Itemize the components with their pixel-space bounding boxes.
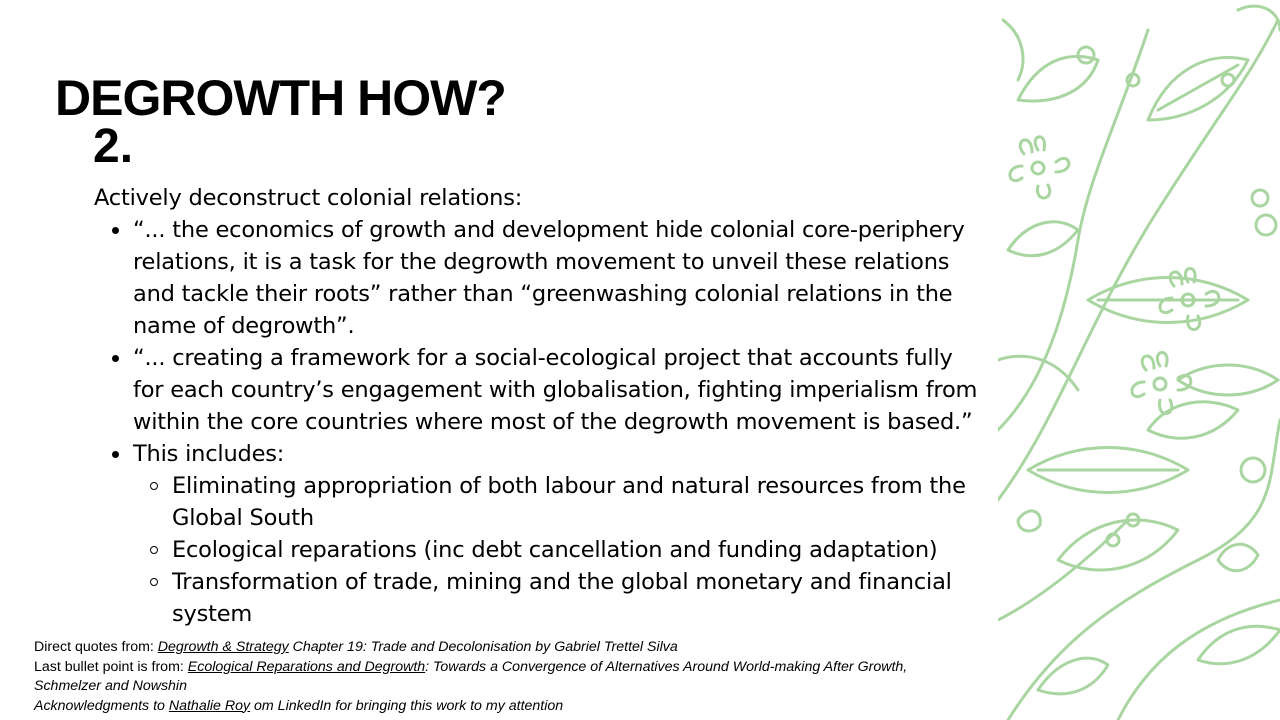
ack-suffix: om LinkedIn for bringing this work to my attention: [250, 697, 564, 714]
sub-bullet-list: [133, 470, 984, 630]
sub-bullet-item: Transformation of trade, mining and the global monetary and financial system: [172, 566, 984, 630]
intro-text: Actively deconstruct colonial relations:: [94, 185, 523, 211]
citation-authors: Schmelzer and Nowshin: [34, 678, 187, 694]
bullet-item: “... the economics of growth and development hide colonial core-periphery relations, it is a task for the degrowth movement to unveil these relations and tackle their roots” rather than “greenwashing colonial relations in the name of degrowth”.: [133, 214, 984, 342]
sub-bullet-item: Eliminating appropriation of both labour and natural resources from the Global South: [172, 470, 984, 534]
bullet-text: This includes:: [133, 441, 285, 467]
ack-prefix: Acknowledgments to: [34, 697, 169, 714]
floral-line-art-icon: [998, 0, 1280, 720]
citations-footer: [34, 638, 1004, 716]
degrowth-strategy-link[interactable]: Degrowth & Strategy: [157, 639, 289, 655]
citation-prefix: Direct quotes from:: [34, 639, 158, 655]
bullet-list: [94, 214, 984, 630]
nathalie-roy-link[interactable]: Nathalie Roy: [168, 697, 251, 714]
step-number: 2.: [93, 120, 134, 173]
citation-line: [34, 658, 1004, 678]
acknowledgment-line: [34, 697, 1004, 717]
ecological-reparations-link[interactable]: Ecological Reparations and Degrowth: [187, 658, 426, 675]
bullet-item: “... creating a framework for a social-ecological project that accounts fully for each country’s engagement with globalisation, fighting imperialism from within the core countries where most of the degrowth movement is based.”: [133, 342, 984, 438]
citation-suffix: : Towards a Convergence of Alternatives Around World-making After Growth,: [425, 658, 908, 675]
citation-line: [34, 638, 1004, 658]
slide-content: [94, 182, 984, 630]
slide-title: DEGROWTH HOW?: [55, 69, 506, 126]
bullet-item: [133, 438, 984, 630]
floral-decoration: [998, 0, 1280, 720]
citation-prefix: Last bullet point is from:: [34, 658, 188, 675]
sub-bullet-item: Ecological reparations (inc debt cancellation and funding adaptation): [172, 534, 984, 566]
citation-suffix: Chapter 19: Trade and Decolonisation by Gabriel Trettel Silva: [288, 639, 678, 655]
